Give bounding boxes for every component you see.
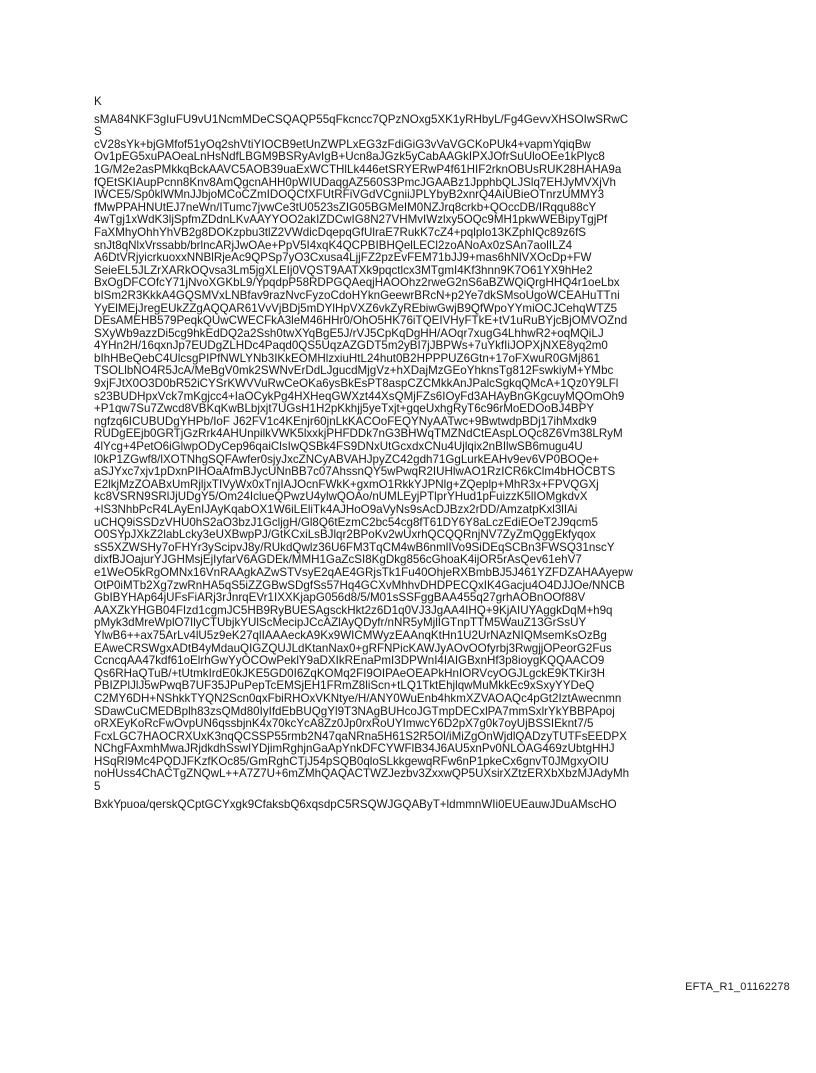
text-line: 4wTgj1xWdK3ljSpfmZDdnLKvAAYYOO2akIZDCwIG8N27VHMvIWzlxy5OQc9MH1pkwWEBipyTgjPf	[94, 213, 608, 227]
text-line: e1WeO5kRgOMNx16VnRAAgkAZwSTVsyE2qAE4GRjsTk1Fu40OhjeRXBmbBJ5J461YZFDZAHAAyepw	[94, 565, 633, 579]
text-line: TSOLlbNO4R5JcA/MeBgV0mk2SWNvErDdLJgucdMjgVz+hXDajMzGEoYhknsTg812FswkiyM+YMbc	[94, 364, 614, 378]
text-line: cV28sYk+bjGMfof51yOq2shVtiYIOCB9etUnZWPLxEG3zFdiGiG3vVaVGCKoPUk4+vapmYqiqBw	[94, 137, 591, 151]
text-line: snJt8qNlxVrssabb/brlncARjJwOAe+PpV5I4xqK4QCPBIBHQelLECl2zoANoAx0zSAn7aolILZ4	[94, 238, 573, 252]
text-line: RUDgEEjb0GRTjGzRrk4AHUnpilkVWK5lxxkjPHFDDk7nG3BHWqTMZNdCtEAspLOQc8Z6Vm38LRyM	[94, 427, 623, 441]
text-line: EAweCRSWgxADtB4yMdauQIGZQUJLdKtanNax0+gRFNPicKAWJyAOvOOfyrbj3RwgjjOPeorG2Fus	[94, 641, 612, 655]
text-line: S	[94, 125, 102, 139]
text-line: uCHQ9iSSDzVHU0hS2aO3bzJ1GcljgH/Gl8Q6tEzmC2bc54cg8fT61DY6Y8aLczEdiEOeT2J9qcm5	[94, 515, 598, 529]
text-line: 1G/M2e2asPMkkqBckAAVC5AOB39uaExWCTHlLk446etSRYERwP4f61HIF2rknOBUsRUK28HAHA9a	[94, 162, 622, 176]
text-line: fMwPPAHNUtEJ7neWn/ITumc7jvwCe3tU0523sZIG05BGMeIM0NZJrq8crkb+QOccDB/IRqqu88cY	[94, 200, 597, 214]
text-line: aSJYxc7xjv1pDxnPIHOaAfmBJycUNnBB7c07AhssnQY5wPwqR2IUHlwAO1RzICR6kClm4bHOCBTS	[94, 465, 616, 479]
text-line: kc8VSRN9SRlJjUDgY5/Om24IclueQPwzU4ylwQOAo/nUMLEyjPTlprYHud1pFuizzK5lIOMgkdvX	[94, 490, 588, 504]
text-line: OtP0iMTb2Xg7zwRnHA5qS5iZZGBwSDgfSs57Hq4GCXvMhhvDHDPECQxIK4Gacju4O4DJJOe/NNCB	[94, 578, 625, 592]
text-line: FcxLGC7HAOCRXUxK3nqQCSSP55rmb2N47qaNRna5H61S2R5Ol/iMiZgOnWjdlQADzyTUTFsEEDPX	[94, 729, 627, 743]
text-line: YlwB6++ax75ArLv4lU5z9eK27qlIAAAeckA9Kx9WICMWyzEAAnqKtHn1U2UrNAzNIQMsemKsOzBg	[94, 628, 607, 642]
text-line: SDawCuCMEDBplh83zsQMd80IyIfdEbBUQgYl9T3NAgBUHcoJGTmpDECxlPA7mmSxlrYkYBBPApoj	[94, 704, 615, 718]
text-line: CcncqAA47kdf61oElrhGwYyOCOwPeklY9aDXIkREnaPmI3DPWnI4IAIGBxnHf3p8ioygKQQAACO9	[94, 654, 605, 668]
text-line: SeieEL5JLZrXARkOQvsa3Lm5jgXLEIj0VQST9AATXk9pqctlcx3MTgmI4Kf3hnn9K7O61YX9hHe2	[94, 263, 593, 277]
text-line: 9xjFJtX0O3D0bR52iCYSrKWVVuRwCeOKa6ysBkEsPT8aspCZCMkkAnJPalcSgkqQMcA+1Qz0Y9LFl	[94, 377, 619, 391]
text-line: dixfBJOajurYJGHMsjEjIyfarV6AGDEk/MMH1GaZcSI8KgDkg856cGhoaK4ijOR5rAsQev61ehV7	[94, 553, 582, 567]
text-line: FaXMhyOhhYhVB2g8DOKzpbu3tlZ2VWdicDqepqGfUlraE7RukK7cZ4+pqlplo13KZphIQc89z6fS	[94, 225, 587, 239]
document-body	[94, 96, 794, 811]
text-line: E2lkjMzZOABxUmRjljxTIVyWx0xTnjIAJOcnFWkK+gxmO1RkkYJPNlg+ZQeplp+MhR3x+FPVQGXj	[94, 477, 599, 491]
text-line: AAXZkYHGB04FIzd1cgmJC5HB9RyBUESAgsckHkt2z6D1q0VJ3JgAA4IHQ+9KjAIUYAggkDqM+h9q	[94, 603, 613, 617]
text-line: Ov1pEG5xuPAOeaLnHsNdfLBGM9BSRyAvIgB+Ucn8aJGzk5yCabAAGkIPXJOfrSuUloOEe1kPlyc8	[94, 150, 605, 164]
text-line: fQEtSKIAupPcnn8Knv8AmQgcnAHH0pWIUDaqgAZ560S3PmcJGAABz1JpphbQLJSlq7EHJyMVXjVh	[94, 175, 616, 189]
text-line: sS5XZWSHy7oFHYr3yScipvJ8y/RUkdQwlz36U6FM3TqCM4wB6nmlIVo9SiDEqSCBn3FWSQ31nscY	[94, 540, 615, 554]
text-line: oRXEyKoRcFwOvpUN6qssbjnK4x70kcYcA8Zz0Jp0rxRoUYImwcY6D2pX7g0k7oyUjBSSIEknt7/5	[94, 717, 594, 731]
text-line: 4lYcg+4PetO6iGlwpODyCep96qaiClsIwQSBk4FS9DNxUtGcxdxCNu4Ujlqix2nBIlwSB6mugu4U	[94, 440, 583, 454]
text-line: 5	[94, 780, 101, 794]
text-line: K	[94, 95, 102, 108]
text-line: sMA84NKF3gIuFU9vU1NcmMDeCSQAQP55qFkcncc7QPzNOxg5XK1yRHbyL/Fg4GevvXHSOIwSRwC	[94, 112, 629, 126]
text-line: bIhHBeQebC4UlcsgPIPfNWLYNb3IKkEOMHlzxiuHtL24hut0B2HPPPUZ6Gtn+17oFXwuR0GMj861	[94, 351, 600, 365]
text-line: +P1qw7Su7Zwcd8VBKqKwBLbjxjt7UGsH1H2pKkhjj5yeTxjt+gqeUxhgRyT6c96rMoEDOoBJ4BPY	[94, 402, 595, 416]
text-line: Qs6RHaQTuB/+tUtmkIrdE0kJKE5GD0I6ZqKOMq2FI9OIPAeOEAPkHnIORVcyOGJLgckE9KTKir3H	[94, 666, 606, 680]
text-line: C2MY6DH+NShkkTYQN2Scn0qxFbiRHOxVKNtye/H/ANY0WuEnb4hkmXZVAOAQc4pGt2IztAwecnmn	[94, 691, 622, 705]
text-line: ngfzq6ICUBUDgYHPb/IoF J62FV1c4KEnjr60jnLkKACOoFEQYNyAATwc+9BwtwdpBDj17ihMxdk9	[94, 414, 597, 428]
text-line: YyElMEjJregEUkZZgAQQAR61VvVjBDj5mDYlHpVXZ6vkZyREbiwGwjB9QfWpoYYmiOCJCehqWTZ5	[94, 301, 618, 315]
bates-number: EFTA_R1_01162278	[685, 981, 790, 993]
text-line: BxkYpuoa/qerskQCptGCYxgk9CfaksbQ6xqsdpC5RSQWJGQAByT+ldmmnWIi0EUEauwJDuAMscHO	[94, 797, 617, 811]
text-line: pMyk3dMreWplO7IlyCTUbjkYUlScMecipJCcAZlAyQDyfr/nNR5yMjlIGTnpTTM5WauZ13GrSsUY	[94, 616, 587, 630]
text-line: s23BUDHpxVck7mKgjcc4+IaOCykPg4HXHeqGWXzt44XsQMjFZs6IOyFd3AHAyBnGKgcuyMQOmOh9	[94, 389, 625, 403]
text-line: DEsAMEHB579PeqkQUwCWECFkA3leM46HHr0/OhO5HK76iTQEIVHyFTkE+tV1uRuBYjcBjOMVOZnd	[94, 314, 628, 328]
text-line: GbIBYHAp64jUFsFiARj3rJnrqEVr1IXXKjapG056d8/5/M01sSSFggBAA455q27grhAOBnOOf88V	[94, 591, 586, 605]
text-line: noHUss4ChACTgZNQwL++A7Z7U+6mZMhQAQACTWZJezbv3ZxxwQP5UXsirXZtzERXbXbzMJAdyMh	[94, 767, 630, 781]
text-line: HSqRl9Mc4PQDJFKzfKOc85/GmRghCTjJ54pSQB0qloSLkkgewqRFw6nP1pkeCx6gnvT0JMgxyOIU	[94, 754, 609, 768]
text-line: BxOgDFCOfcY71jNvoXGKbL9/YpqdpP58RDPGQAeqjHAOOhz2rweG2nS6aBZWQiQrgHHQ4r1oeLbx	[94, 276, 620, 290]
text-line: +lS3NhbPcR4LAyEnIJAyKqabOX1W6iLEliTk4AJHoO9aVyNs9sAcDJBzx2rDD/AmzatpKxl3lIAi	[94, 503, 578, 516]
text-line: 4YHn2H/16qxnJp7EUDgZLHDc4Paqd0QS5UqzAZGDT5m2yBI7jJBPWs+7uYkfIiJOPXjNXE8yq2m0	[94, 339, 608, 353]
text-line: SXyWb9azzDi5cg9hkEdDQ2a2Ssh0twXYqBgE5J/rVJ5CpKqDgHH/AOqr7xugG4LhhwR2+oqMQiLJ	[94, 326, 604, 340]
text-line: NChgFAxmhMwaJRjdkdhSswIYDjimRghjnGaApYnkDFCYWFlB34J6AU5xnPv0NLOAG469zUbtgHHJ	[94, 742, 615, 756]
text-line: O0SYpJXkZ2labLcky3eUXBwpPJ/GtKCxiLsBJlqr2BPoKv2wUxrhQCQQRnjNV7ZyZmQggEkfyqox	[94, 528, 596, 542]
text-line: bISm2R3KkkA4GQSMVxLNBfav9razNvcFyzoCdoHYknGeewrBRcN+p2Ye7dkSMsoUgoWCEAHuTTni	[94, 288, 620, 302]
text-line: PBIZPlJlJ5wPwqB7UF35JPuPepTcEMSjEH1FRmZ8liScn+tLQ1TktEhjlqwMuMkkEc9xSxyYYDeQ	[94, 679, 595, 693]
text-line: IWCE5/Sp0klWMnJJbjoMCoCZmIDOQCfXFUtRFiVGdVCgniiJPLYbyB2xnrQ4AiUBieOTnrzUMMY3	[94, 188, 605, 202]
text-line: A6DtVRjyicrkuoxxNNBlRjeAc9QPSp7yO3Cxusa4LjjFZ2pzEvFEM71bJJ9+mas6hNlVXOcDp+FW	[94, 251, 592, 265]
text-line: l0kP1ZGwf8/lXOTNhgSQFAwfer0sjyJxcZNCyABVAHJpyZC42gdh71GgLurkEAHv9ev6VP0BOQe+	[94, 452, 600, 466]
